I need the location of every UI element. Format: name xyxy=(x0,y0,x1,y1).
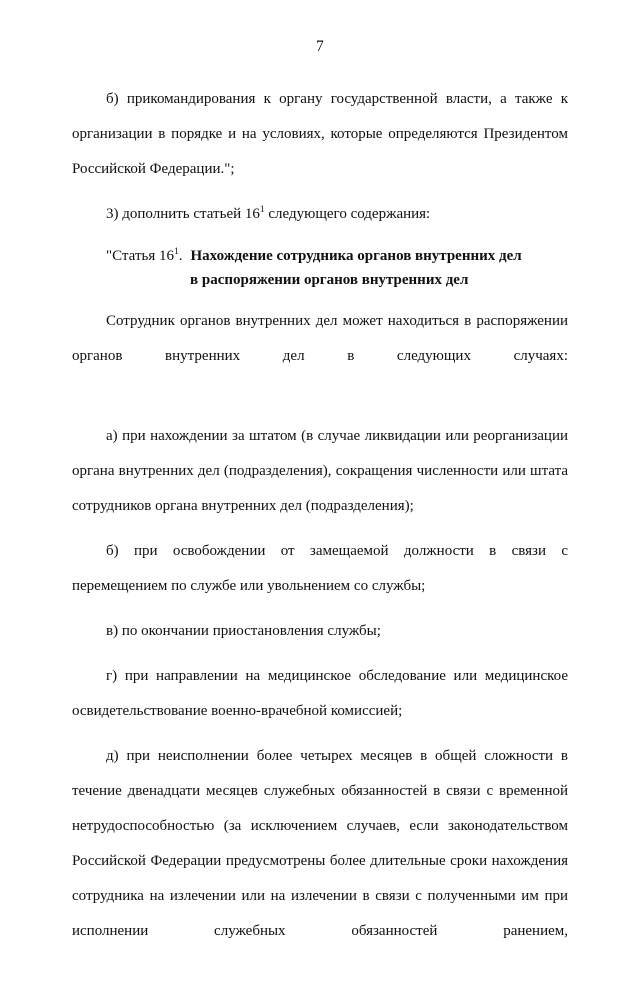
paragraph-text-before: 3) дополнить статьей 16 xyxy=(106,206,260,222)
article-heading xyxy=(72,244,568,292)
paragraph-d-pri-neispolnenii: д) при неисполнении более четырех месяцев в общей сложности в течение двенадцати месяцев служебных обязанностей в связи с временной нетрудоспособностью (за исключением случаев, если законодательством Российской Федерации предусмотрены более длительные сроки нахождения сотрудника на излечении или на излечении в связи с полученными им при исполнении служебных обязанностей ранением, xyxy=(72,748,568,939)
paragraph-text-after: следующего содержания: xyxy=(264,206,431,222)
paragraph-sotrudnik-organov: Сотрудник органов внутренних дел может находиться в распоряжении органов внутренних дел в следующих случаях: xyxy=(72,313,568,364)
paragraph-b-prikomandirovaniya: б) прикомандирования к органу государственной власти, а также к организации в порядке и на условиях, которые определяются Президентом Российской Федерации."; xyxy=(72,91,568,177)
page-number: 7 xyxy=(316,38,324,55)
paragraph-g-pri-napravlenii: г) при направлении на медицинское обследование или медицинское освидетельствование военно-врачебной комиссией; xyxy=(72,668,568,719)
article-title-line-1: Нахождение сотрудника органов внутренних дел xyxy=(190,248,522,264)
spacer xyxy=(72,524,568,534)
article-heading-line-1 xyxy=(72,244,568,268)
superscript-marker: 1 xyxy=(259,205,265,215)
paragraph-a-pri-nahozhdenii: а) при нахождении за штатом (в случае ликвидации или реорганизации органа внутренних дел (подразделения), сокращения численности или штата сотрудников органа внутренних дел (подразделения); xyxy=(72,428,568,514)
spacer xyxy=(72,604,568,614)
document-body xyxy=(72,82,568,984)
article-label-before: "Статья 16 xyxy=(106,248,174,264)
article-label-after: . xyxy=(178,248,183,264)
spacer xyxy=(72,232,568,244)
paragraph-b-pri-osvobozhdenii: б) при освобождении от замещаемой должности в связи с перемещением по службе или увольнением со службы; xyxy=(72,543,568,594)
spacer xyxy=(72,649,568,659)
spacer xyxy=(72,187,568,197)
spacer xyxy=(72,409,568,419)
article-title-line-2: в распоряжении органов внутренних дел xyxy=(190,272,469,288)
spacer xyxy=(72,292,568,304)
spacer xyxy=(72,729,568,739)
paragraph-dopolnit-statyey xyxy=(72,197,568,232)
article-label-superscript: 1 xyxy=(173,247,179,257)
paragraph-v-po-okonchanii: в) по окончании приостановления службы; xyxy=(106,623,381,639)
